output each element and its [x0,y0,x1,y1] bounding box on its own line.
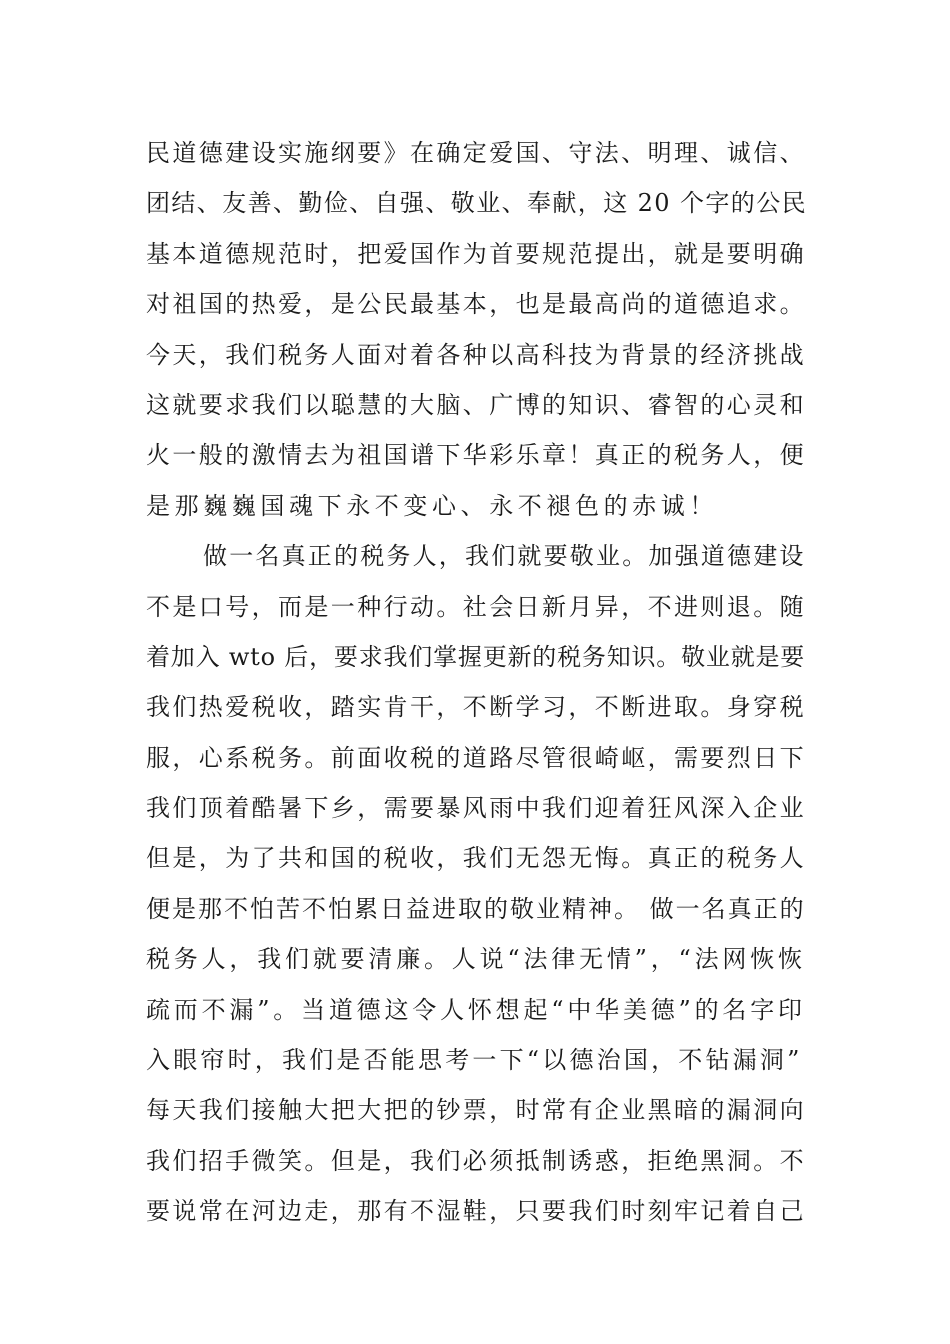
text-line: 我们顶着酷暑下乡，需要暴风雨中我们迎着狂风深入企业 [146,794,806,823]
text-line: 着加入 wto 后，要求我们掌握更新的税务知识。敬业就是要 [146,642,806,671]
text-line: 要说常在河边走，那有不湿鞋，只要我们时刻牢记着自己 [146,1197,806,1226]
body-text [146,128,806,1237]
text-line: 我们招手微笑。但是，我们必须抵制诱惑，拒绝黑洞。不 [146,1146,806,1175]
text-line: 民道德建设实施纲要》在确定爱国、守法、明理、诚信、 [146,139,806,167]
text-line: 火一般的激情去为祖国谱下华彩乐章！真正的税务人，便 [146,441,806,470]
text-line: 服，心系税务。前面收税的道路尽管很崎岖，需要烈日下 [146,743,806,772]
paragraph-start-line: 做一名真正的税务人，我们就要敬业。加强道德建设 [203,542,806,571]
text-line: 是那巍巍国魂下永不变心、永不褪色的赤诚！ [146,491,718,520]
text-line: 便是那不怕苦不怕累日益进取的敬业精神。 做一名真正的 [146,894,806,923]
text-line: 这就要求我们以聪慧的大脑、广博的知识、睿智的心灵和 [146,390,806,419]
text-line: 但是，为了共和国的税收，我们无怨无悔。真正的税务人 [146,844,806,873]
text-line: 入眼帘时，我们是否能思考一下“以德治国，不钻漏洞” [146,1046,803,1075]
text-line: 今天，我们税务人面对着各种以高科技为背景的经济挑战 [146,340,806,369]
text-line: 对祖国的热爱，是公民最基本，也是最高尚的道德追求。 [146,290,806,319]
text-line: 团结、友善、勤俭、自强、敬业、奉献，这 20 个字的公民 [146,189,807,218]
text-line: 不是口号，而是一种行动。社会日新月异，不进则退。随 [146,592,806,621]
text-line: 我们热爱税收，踏实肯干，不断学习，不断进取。身穿税 [146,693,806,722]
text-line: 疏而不漏”。当道德这令人怀想起“中华美德”的名字印 [146,995,806,1024]
text-line: 每天我们接触大把大把的钞票，时常有企业黑暗的漏洞向 [146,1096,806,1125]
text-line: 基本道德规范时，把爱国作为首要规范提出，就是要明确 [146,239,806,268]
text-line: 税务人，我们就要清廉。人说“法律无情”，“法网恢恢 [146,945,806,974]
